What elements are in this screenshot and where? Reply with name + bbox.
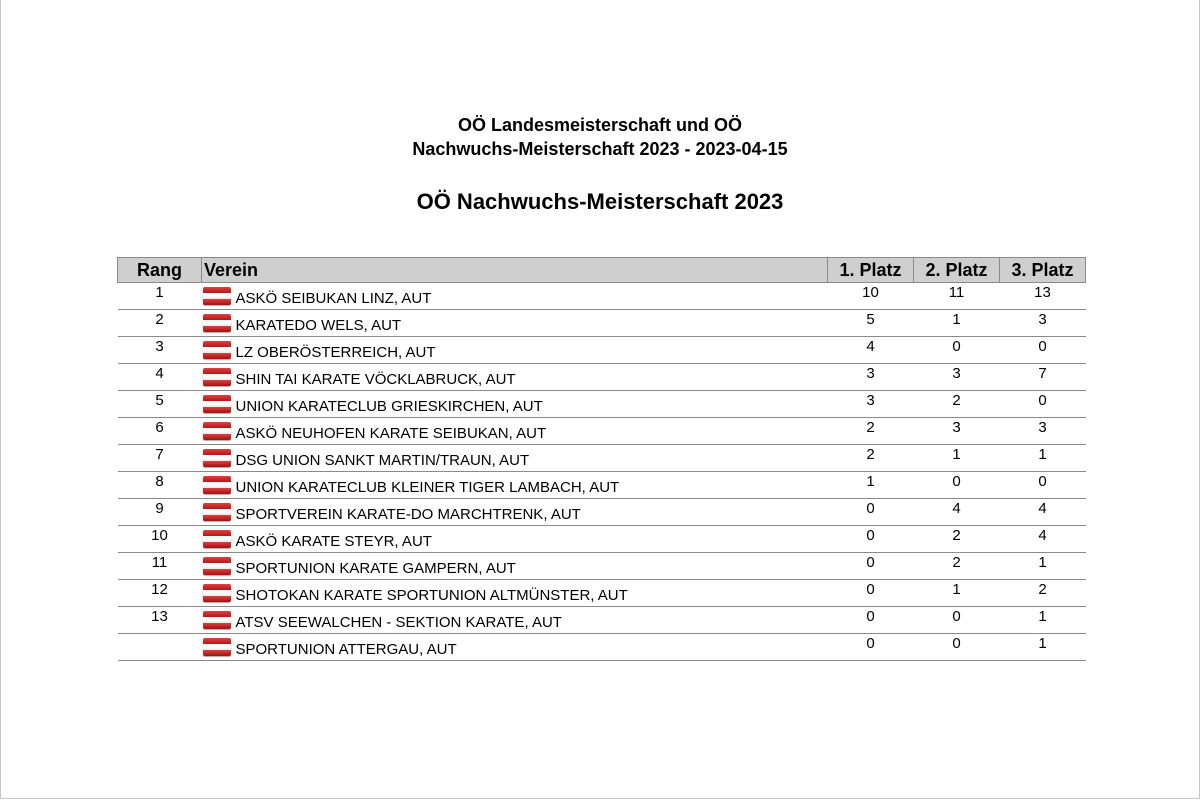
rank-cell: 1 [118, 283, 202, 310]
club-cell [202, 418, 828, 445]
first-place-count: 2 [828, 445, 914, 472]
first-place-column-header: 1. Platz [828, 258, 914, 283]
rank-cell: 12 [118, 580, 202, 607]
first-place-count: 5 [828, 310, 914, 337]
club-cell [202, 364, 828, 391]
third-place-count: 13 [1000, 283, 1086, 310]
club-name: ASKÖ NEUHOFEN KARATE SEIBUKAN, AUT [235, 424, 547, 442]
austria-flag-icon [203, 557, 231, 575]
club-column-header: Verein [202, 258, 828, 283]
first-place-count: 3 [828, 364, 914, 391]
club-name: SPORTVEREIN KARATE-DO MARCHTRENK, AUT [235, 505, 581, 523]
club-cell [202, 499, 828, 526]
table-row [118, 526, 1086, 553]
second-place-count: 4 [914, 499, 1000, 526]
club-cell [202, 283, 828, 310]
austria-flag-icon [203, 395, 231, 413]
club-name: ASKÖ KARATE STEYR, AUT [235, 532, 432, 550]
third-place-count: 0 [1000, 472, 1086, 499]
club-cell [202, 553, 828, 580]
first-place-count: 0 [828, 607, 914, 634]
first-place-count: 0 [828, 580, 914, 607]
third-place-count: 1 [1000, 445, 1086, 472]
table-row [118, 337, 1086, 364]
third-place-count: 4 [1000, 499, 1086, 526]
austria-flag-icon [203, 503, 231, 521]
first-place-count: 1 [828, 472, 914, 499]
table-row [118, 499, 1086, 526]
medal-table [117, 257, 1086, 661]
austria-flag-icon [203, 314, 231, 332]
club-cell [202, 337, 828, 364]
first-place-count: 0 [828, 553, 914, 580]
austria-flag-icon [203, 422, 231, 440]
second-place-count: 0 [914, 472, 1000, 499]
second-place-count: 0 [914, 337, 1000, 364]
club-name: SHOTOKAN KARATE SPORTUNION ALTMÜNSTER, AUT [235, 586, 628, 604]
second-place-count: 3 [914, 418, 1000, 445]
austria-flag-icon [203, 476, 231, 494]
austria-flag-icon [203, 449, 231, 467]
rank-cell: 10 [118, 526, 202, 553]
second-place-count: 1 [914, 445, 1000, 472]
second-place-count: 2 [914, 526, 1000, 553]
austria-flag-icon [203, 638, 231, 656]
austria-flag-icon [203, 584, 231, 602]
table-row [118, 553, 1086, 580]
club-cell [202, 391, 828, 418]
austria-flag-icon [203, 287, 231, 305]
rank-cell: 3 [118, 337, 202, 364]
club-name: LZ OBERÖSTERREICH, AUT [235, 343, 436, 361]
first-place-count: 4 [828, 337, 914, 364]
first-place-count: 0 [828, 499, 914, 526]
table-row [118, 310, 1086, 337]
second-place-count: 1 [914, 580, 1000, 607]
rank-cell: 7 [118, 445, 202, 472]
austria-flag-icon [203, 611, 231, 629]
rank-cell: 11 [118, 553, 202, 580]
rank-cell: 4 [118, 364, 202, 391]
second-place-count: 0 [914, 634, 1000, 661]
table-header-row [118, 258, 1086, 283]
club-cell [202, 445, 828, 472]
third-place-count: 3 [1000, 310, 1086, 337]
third-place-count: 0 [1000, 391, 1086, 418]
rank-cell: 2 [118, 310, 202, 337]
second-place-count: 0 [914, 607, 1000, 634]
third-place-count: 0 [1000, 337, 1086, 364]
club-name: ASKÖ SEIBUKAN LINZ, AUT [235, 289, 432, 307]
event-title-line1: OÖ Landesmeisterschaft und OÖ [457, 115, 743, 135]
table-row [118, 580, 1086, 607]
third-place-count: 4 [1000, 526, 1086, 553]
first-place-count: 2 [828, 418, 914, 445]
club-cell [202, 526, 828, 553]
club-name: SPORTUNION KARATE GAMPERN, AUT [235, 559, 516, 577]
second-place-count: 3 [914, 364, 1000, 391]
club-cell [202, 634, 828, 661]
club-cell [202, 310, 828, 337]
competition-title: OÖ Nachwuchs-Meisterschaft 2023 [416, 189, 784, 214]
third-place-count: 3 [1000, 418, 1086, 445]
table-row [118, 283, 1086, 310]
first-place-count: 3 [828, 391, 914, 418]
second-place-count: 1 [914, 310, 1000, 337]
rank-cell: 8 [118, 472, 202, 499]
first-place-count: 0 [828, 634, 914, 661]
second-place-count: 2 [914, 391, 1000, 418]
event-title-line2: Nachwuchs-Meisterschaft 2023 - 2023-04-15 [412, 139, 788, 159]
club-cell [202, 580, 828, 607]
rank-cell: 5 [118, 391, 202, 418]
second-place-count: 11 [914, 283, 1000, 310]
third-place-count: 1 [1000, 607, 1086, 634]
third-place-column-header: 3. Platz [1000, 258, 1086, 283]
austria-flag-icon [203, 368, 231, 386]
second-place-count: 2 [914, 553, 1000, 580]
rank-cell: 13 [118, 607, 202, 634]
table-row [118, 607, 1086, 634]
table-row [118, 472, 1086, 499]
club-cell [202, 607, 828, 634]
first-place-count: 10 [828, 283, 914, 310]
club-cell [202, 472, 828, 499]
club-name: KARATEDO WELS, AUT [235, 316, 402, 334]
table-row [118, 391, 1086, 418]
club-name: ATSV SEEWALCHEN - SEKTION KARATE, AUT [235, 613, 562, 631]
rank-cell: 6 [118, 418, 202, 445]
club-name: DSG UNION SANKT MARTIN/TRAUN, AUT [235, 451, 530, 469]
table-row [118, 445, 1086, 472]
club-name: SHIN TAI KARATE VÖCKLABRUCK, AUT [235, 370, 516, 388]
austria-flag-icon [203, 530, 231, 548]
first-place-count: 0 [828, 526, 914, 553]
club-name: UNION KARATECLUB KLEINER TIGER LAMBACH, AUT [235, 478, 620, 496]
table-body [118, 283, 1086, 661]
third-place-count: 1 [1000, 634, 1086, 661]
table-row [118, 634, 1086, 661]
austria-flag-icon [203, 341, 231, 359]
third-place-count: 7 [1000, 364, 1086, 391]
rank-cell [118, 634, 202, 661]
table-row [118, 364, 1086, 391]
table-row [118, 418, 1086, 445]
third-place-count: 1 [1000, 553, 1086, 580]
club-name: SPORTUNION ATTERGAU, AUT [235, 640, 457, 658]
second-place-column-header: 2. Platz [914, 258, 1000, 283]
rank-column-header: Rang [118, 258, 202, 283]
third-place-count: 2 [1000, 580, 1086, 607]
club-name: UNION KARATECLUB GRIESKIRCHEN, AUT [235, 397, 543, 415]
rank-cell: 9 [118, 499, 202, 526]
